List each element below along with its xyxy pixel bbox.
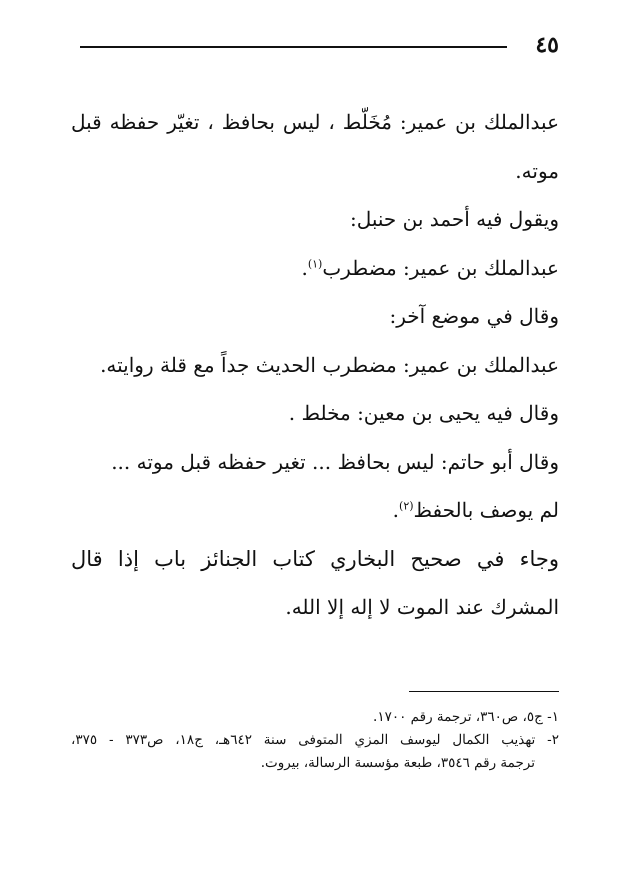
footnotes bbox=[71, 706, 559, 775]
body-line-text: لم يوصف بالحفظ bbox=[413, 498, 559, 522]
body-text bbox=[71, 98, 559, 632]
page-number: ٤٥ bbox=[535, 32, 559, 58]
body-line: وقال فيه يحيى بن معين: مخلط . bbox=[288, 401, 559, 425]
footnote-separator bbox=[409, 691, 559, 692]
body-line: موته. bbox=[515, 158, 559, 183]
body-line bbox=[71, 244, 559, 293]
body-line: وجاء في صحيح البخاري كتاب الجنائز باب إذا قال bbox=[71, 546, 559, 571]
body-line: وقال في موضع آخر: bbox=[389, 304, 559, 328]
body-line: ويقول فيه أحمد بن حنبل: bbox=[349, 207, 559, 231]
body-line bbox=[71, 486, 559, 535]
body-line: وقال أبو حاتم: ليس بحافظ ... تغير حفظه قبل موته ... bbox=[111, 449, 559, 474]
body-line-end: . bbox=[392, 498, 400, 522]
body-line-text: عبدالملك بن عمير: مضطرب bbox=[322, 255, 559, 280]
body-line: عبدالملك بن عمير: مُخَلّط ، ليس بحافظ ، تغيّر حفظه قبل bbox=[71, 110, 559, 134]
footnote-mark-1: (١) bbox=[307, 256, 323, 270]
body-line: عبدالملك بن عمير: مضطرب الحديث جداً مع قلة روايته. bbox=[100, 352, 559, 377]
footnote-2-continued: ترجمة رقم ٣٥٤٦، طبعة مؤسسة الرسالة، بيروت. bbox=[260, 755, 535, 771]
footnote-1: ١- ج٥، ص٣٦٠، ترجمة رقم ١٧٠٠. bbox=[373, 709, 559, 725]
body-line-end: . bbox=[301, 255, 308, 280]
body-line: المشرك عند الموت لا إله إلا الله. bbox=[285, 595, 559, 619]
header-rule bbox=[80, 46, 507, 48]
page-header bbox=[80, 30, 559, 60]
footnote-mark-2: (٢) bbox=[399, 499, 414, 513]
footnote-2: ٢- تهذيب الكمال ليوسف المزي المتوفى سنة ٦٤٢هـ، ج١٨، ص٣٧٣ - ٣٧٥، bbox=[71, 732, 559, 748]
